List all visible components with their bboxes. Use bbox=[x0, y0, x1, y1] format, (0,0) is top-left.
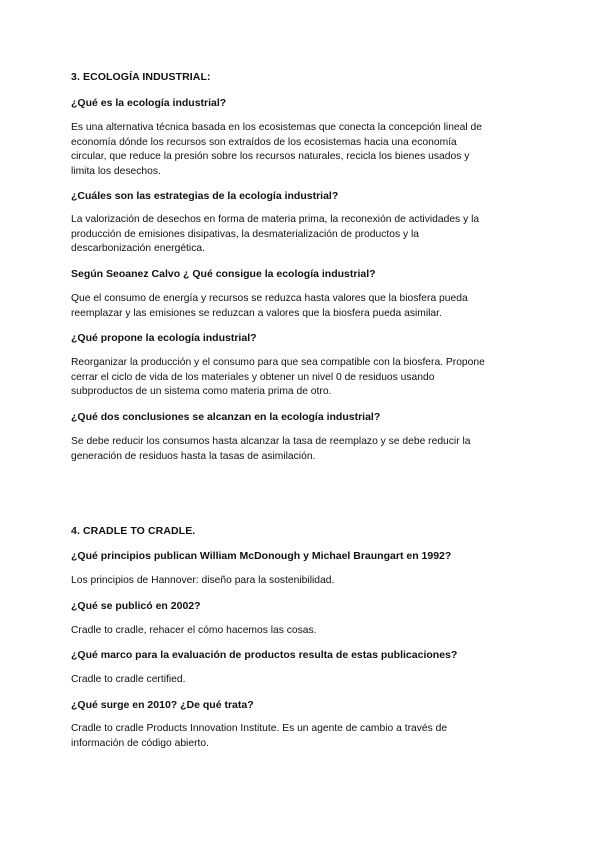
section-heading-cradle-to-cradle: 4. CRADLE TO CRADLE. bbox=[71, 525, 196, 537]
answer-line: Cradle to cradle, rehacer el cómo hacemos las cosas. bbox=[71, 625, 317, 636]
question-que-es: ¿Qué es la ecología industrial? bbox=[71, 97, 227, 109]
question-2010: ¿Qué surge en 2010? ¿De qué trata? bbox=[71, 699, 254, 711]
answer-line: Que el consumo de energía y recursos se reduzca hasta valores que la biosfera pueda bbox=[71, 293, 468, 304]
answer-line: Cradle to cradle Products Innovation Institute. Es un agente de cambio a través de bbox=[71, 723, 448, 734]
question-principios-1992: ¿Qué principios publican William McDonough y Michael Braungart en 1992? bbox=[71, 550, 452, 562]
question-estrategias: ¿Cuáles son las estrategias de la ecología industrial? bbox=[71, 190, 339, 202]
answer-line: reemplazar y las emisiones se reduzcan a valores que la biosfera pueda asimilar. bbox=[71, 307, 442, 319]
section-heading-ecologia-industrial: 3. ECOLOGÍA INDUSTRIAL: bbox=[71, 71, 211, 83]
answer-marco-evaluacion bbox=[71, 673, 531, 688]
question-2002: ¿Qué se publicó en 2002? bbox=[71, 600, 201, 612]
answer-principios-1992 bbox=[71, 574, 531, 589]
answer-line: circular, que reduce la presión sobre los recursos naturales, recicla los bienes usados y bbox=[71, 151, 470, 163]
answer-line: Reorganizar la producción y el consumo para que sea compatible con la biosfera. Propone bbox=[71, 357, 485, 368]
answer-line: economía dónde los recursos son extraídos de los ecosistemas hacia una economía bbox=[71, 136, 457, 148]
answer-estrategias bbox=[71, 213, 531, 257]
answer-line: subproductos de un sistema como materia prima de otro. bbox=[71, 386, 332, 398]
answer-line: Se debe reducir los consumos hasta alcanzar la tasa de reemplazo y se debe reducir la bbox=[71, 436, 471, 447]
answer-line: Cradle to cradle certified. bbox=[71, 674, 186, 685]
answer-line: generación de residuos hasta la tasas de asimilación. bbox=[71, 450, 316, 462]
answer-seoanez-calvo bbox=[71, 292, 531, 321]
question-marco-evaluacion: ¿Qué marco para la evaluación de productos resulta de estas publicaciones? bbox=[71, 649, 458, 661]
question-que-propone: ¿Qué propone la ecología industrial? bbox=[71, 332, 257, 344]
answer-que-propone bbox=[71, 356, 531, 400]
answer-que-es bbox=[71, 121, 531, 179]
answer-line: Los principios de Hannover: diseño para la sostenibilidad. bbox=[71, 575, 335, 586]
answer-2010 bbox=[71, 722, 531, 751]
question-seoanez-calvo: Según Seoanez Calvo ¿ Qué consigue la ecología industrial? bbox=[71, 268, 376, 280]
answer-2002 bbox=[71, 624, 531, 639]
answer-line: La valorización de desechos en forma de materia prima, la reconexión de actividades y la bbox=[71, 214, 480, 225]
answer-line: información de código abierto. bbox=[71, 737, 209, 749]
answer-line: cerrar el ciclo de vida de los materiales y obtener un nivel 0 de residuos usando bbox=[71, 371, 435, 383]
answer-conclusiones bbox=[71, 435, 531, 464]
answer-line: Es una alternativa técnica basada en los ecosistemas que conecta la concepción lineal de bbox=[71, 122, 482, 133]
answer-line: limita los desechos. bbox=[71, 165, 161, 177]
question-conclusiones: ¿Qué dos conclusiones se alcanzan en la ecología industrial? bbox=[71, 411, 381, 423]
answer-line: producción de emisiones disipativas, la desmaterialización de productos y la bbox=[71, 228, 419, 240]
answer-line: descarbonización energética. bbox=[71, 243, 205, 255]
